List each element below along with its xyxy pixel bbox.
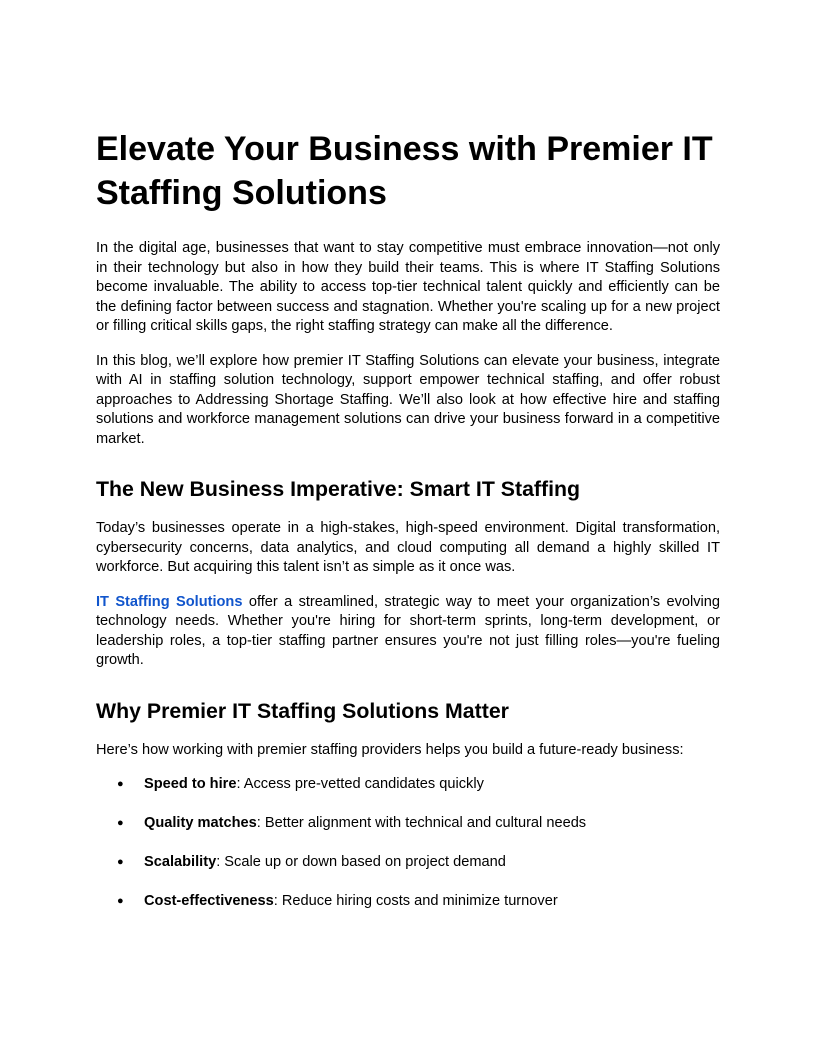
section-heading-why-premier: Why Premier IT Staffing Solutions Matter [96, 698, 509, 723]
bullet-icon: ● [117, 817, 124, 829]
list-item-desc: : Scale up or down based on project demand [216, 854, 506, 870]
bullet-icon: ● [117, 778, 124, 790]
list-item [96, 814, 720, 834]
list-item-term: Quality matches [144, 815, 257, 831]
list-item-term: Scalability [144, 854, 217, 870]
list-item-desc: : Access pre-vetted candidates quickly [236, 776, 484, 792]
intro-paragraph-1: In the digital age, businesses that want to stay competitive must embrace innovation—not only in their technology but also in how they build their teams. This is where IT Staffing Solutions become invaluable. The ability to access top-tier technical talent quickly and efficiently can be the defining factor between success and stagnation. Whether you're scaling up for a new project or filling critical skills gaps, the right staffing strategy can make all the difference. [96, 240, 720, 334]
section-heading-smart-it-staffing: The New Business Imperative: Smart IT Staffing [96, 477, 581, 501]
page-title: Elevate Your Business with Premier IT Staffing Solutions [96, 130, 713, 212]
document-page [96, 127, 720, 931]
list-item-desc: : Reduce hiring costs and minimize turnover [273, 893, 558, 909]
list-item [96, 892, 720, 912]
list-item [96, 775, 720, 795]
bullet-icon: ● [117, 895, 124, 907]
intro-paragraph-2: In this blog, we’ll explore how premier IT Staffing Solutions can elevate your business, integrate with AI in staffing solution technology, support empower technical staffing, and offer robust approaches to Addressing Shortage Staffing. We’ll also look at how effective hire and staffing solutions and workforce management solutions can drive your business forward in a competitive market. [96, 352, 720, 447]
section1-paragraph-1: Today’s businesses operate in a high-stakes, high-speed environment. Digital transformation, cybersecurity concerns, data analytics, and cloud computing all demand a highly skilled IT workforce. But acquiring this talent isn’t as simple as it once was. [96, 520, 720, 575]
section1-paragraph-2-text: offer a streamlined, strategic way to meet your organization’s evolving technology needs. Whether you're hiring for short-term sprints, long-term development, or leadership roles, a top-tier staffing partner ensures you're not just filling roles—you're fueling growth. [96, 593, 720, 668]
section2-intro: Here’s how working with premier staffing providers helps you build a future-ready business: [96, 741, 684, 758]
list-item [96, 853, 720, 873]
list-item-term: Speed to hire [144, 776, 237, 792]
bullet-icon: ● [117, 856, 124, 868]
benefits-list [96, 775, 720, 912]
list-item-term: Cost-effectiveness [144, 893, 274, 909]
section1-paragraph-2 [96, 593, 720, 671]
it-staffing-solutions-link[interactable]: IT Staffing Solutions [96, 593, 243, 610]
list-item-desc: : Better alignment with technical and cultural needs [256, 815, 587, 831]
